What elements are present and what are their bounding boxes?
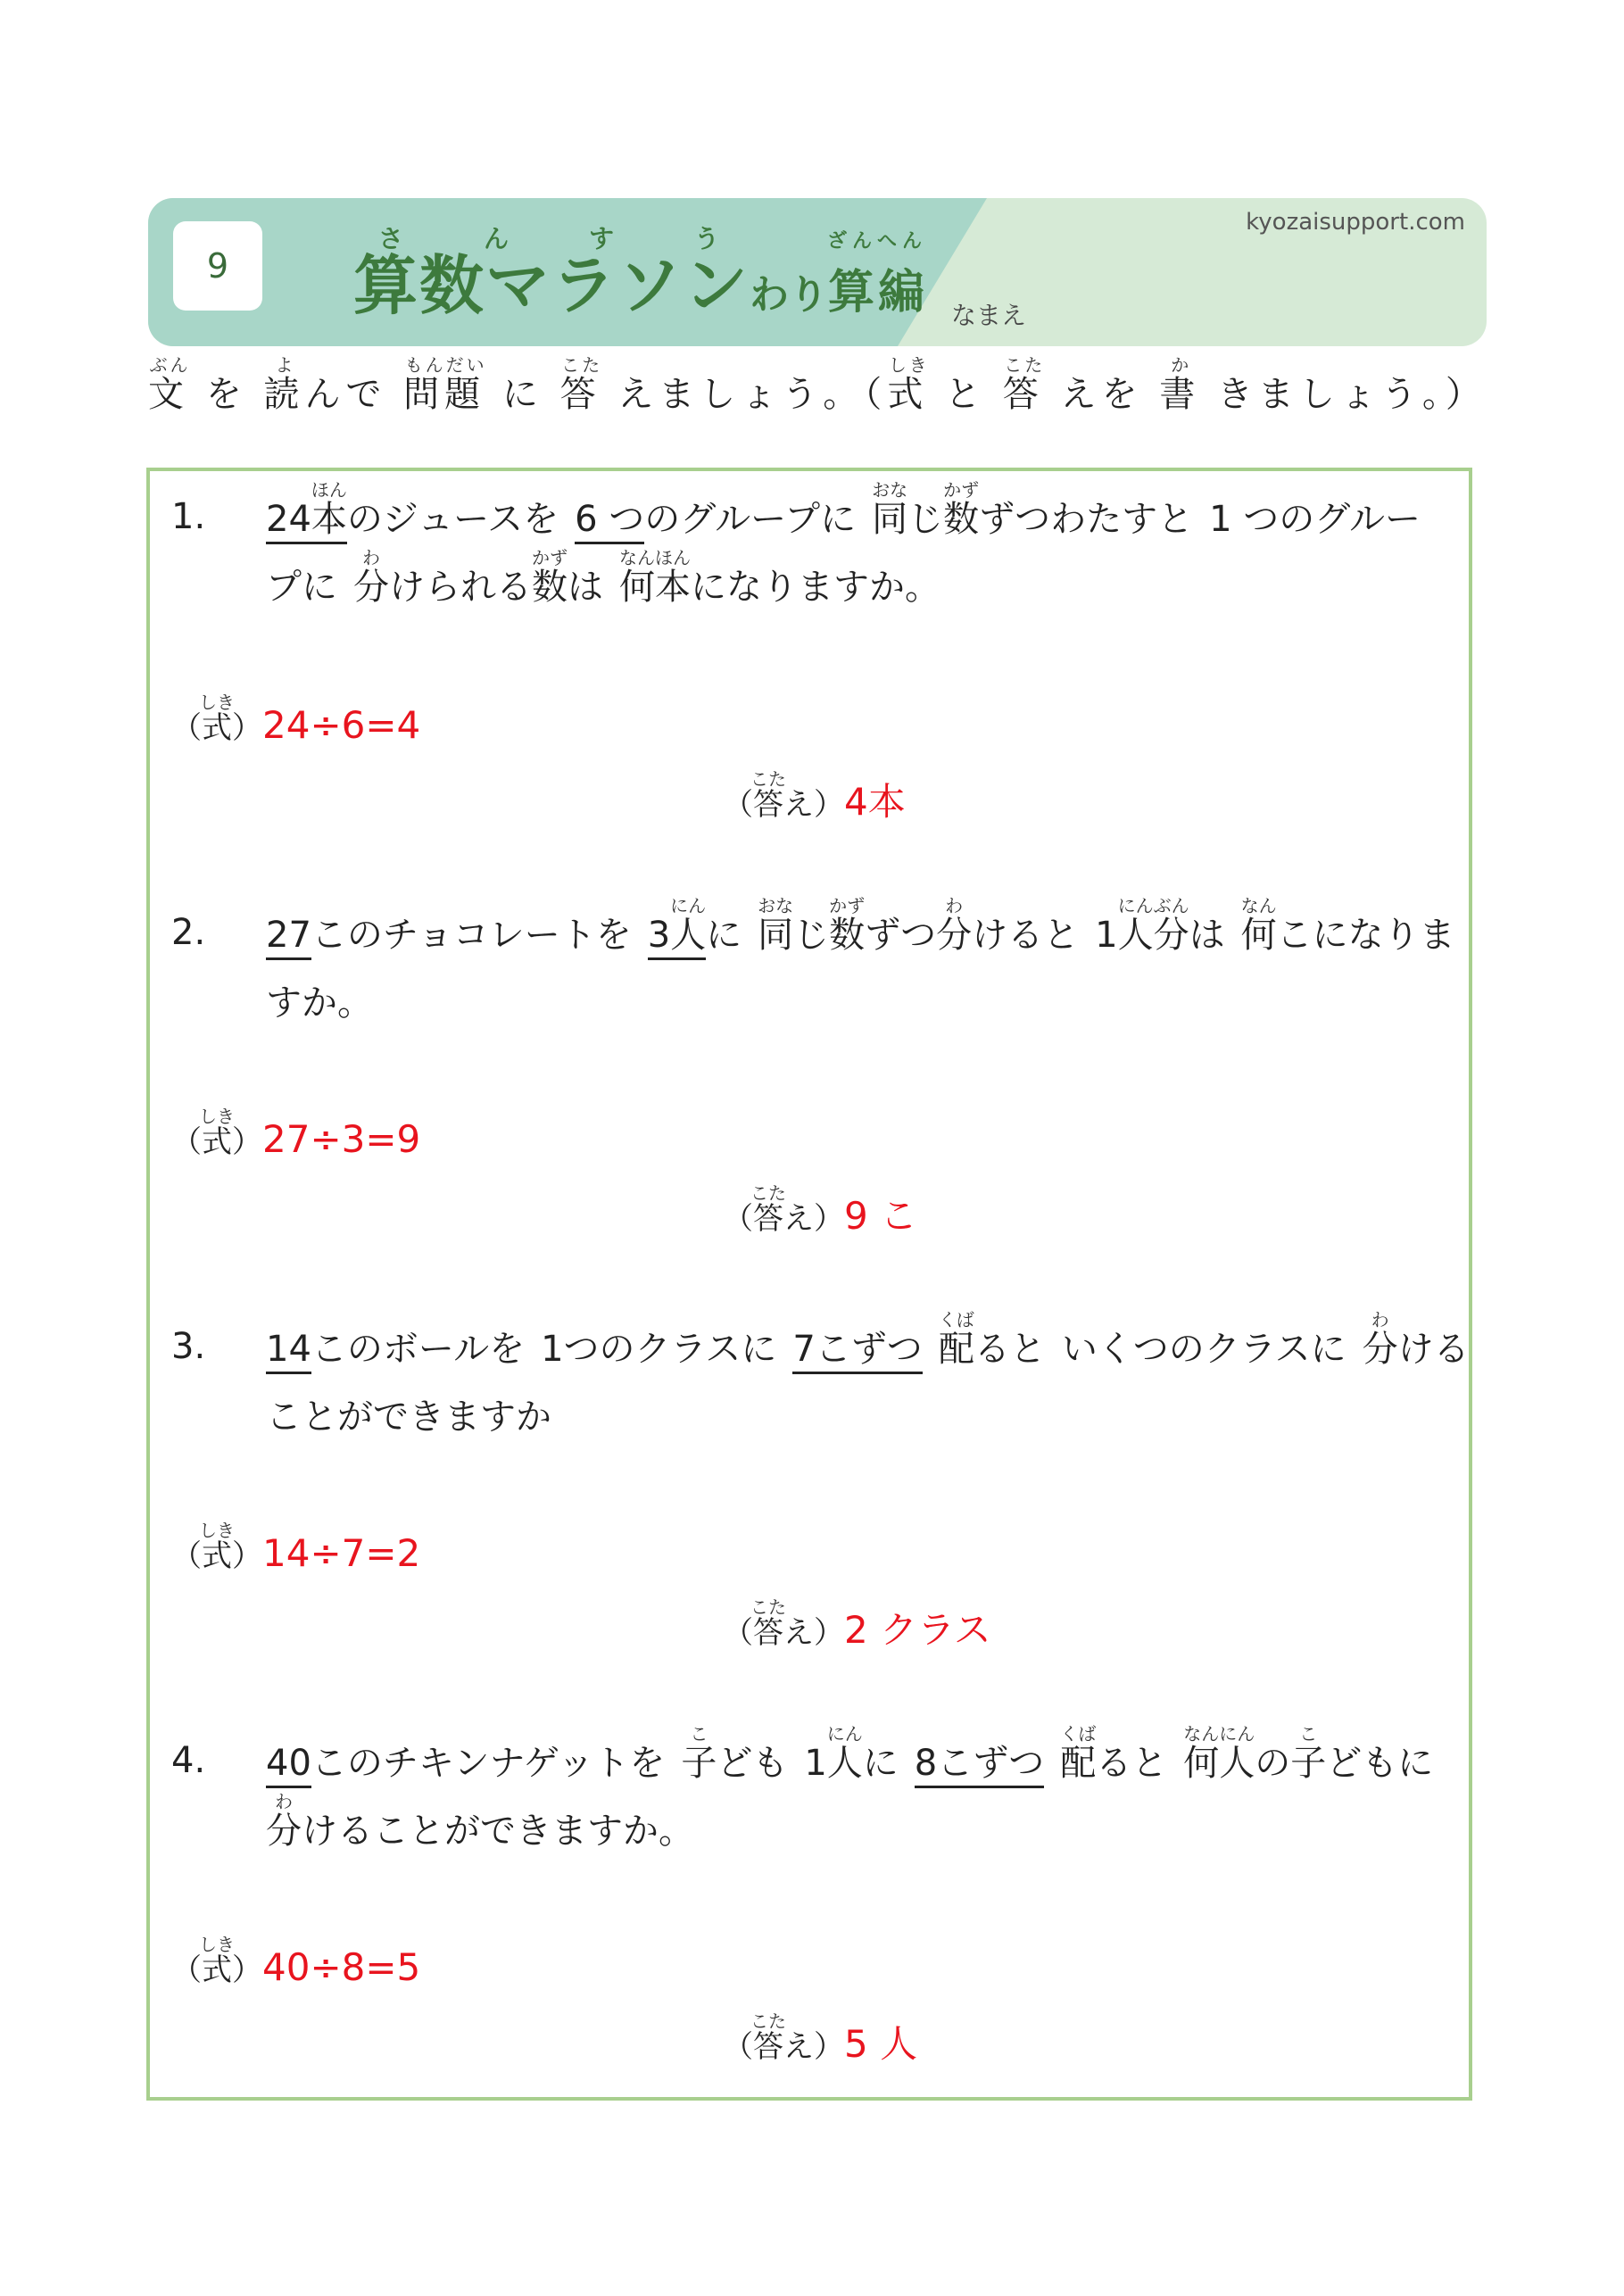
answer-row: （答こたえ）5 人 — [723, 2010, 918, 2066]
question-number: 1. — [171, 496, 206, 537]
formula: 27÷3=9 — [262, 1117, 421, 1161]
question-text: 14このボールを 1つのクラスに 7こずつ 配くばると いくつのクラスに 分わける ことができますか — [266, 1309, 1470, 1438]
question-text: 27このチョコレートを 3人にんに 同おなじ数かずずつ分わけると 1人分にんぶんは 何なんこになりま すか。 — [266, 895, 1455, 1024]
formula: 24÷6=4 — [262, 703, 421, 747]
answer: 9 こ — [844, 1194, 918, 1238]
formula: 14÷7=2 — [262, 1531, 421, 1575]
page-title: 算数マラソンさんすうわり算ざん編へん — [353, 224, 928, 323]
formula-row: （式しき）27÷3=9 — [171, 1106, 421, 1161]
formula-row: （式しき）40÷8=5 — [171, 1934, 421, 1989]
answer: 5 人 — [844, 2022, 918, 2066]
formula: 40÷8=5 — [262, 1945, 421, 1989]
question-text: 40このチキンナゲットを 子こども 1人にんに 8こずつ 配くばると 何人なんにんの子こどもに 分わけることができますか。 — [266, 1723, 1434, 1852]
question-number: 2. — [171, 912, 206, 953]
formula-row: （式しき）14÷7=2 — [171, 1520, 421, 1575]
answer-row: （答こたえ）2 クラス — [723, 1596, 991, 1652]
formula-row: （式しき）24÷6=4 — [171, 692, 421, 747]
question-number: 3. — [171, 1326, 206, 1367]
answer: 4本 — [844, 780, 906, 824]
answer-row: （答こたえ）9 こ — [723, 1182, 918, 1238]
question-number: 4. — [171, 1740, 206, 1781]
question-text: 24本ほんのジュースを 6 つのグループに 同おなじ数かずずつわたすと 1 つのグルー プに 分わけられる数かずは 何本なんほんになりますか。 — [266, 479, 1421, 608]
sheet-number: 9 — [173, 221, 262, 311]
name-label: なまえ — [951, 301, 1027, 330]
site-url: kyozaisupport.com — [1246, 209, 1465, 236]
worksheet-header — [148, 198, 1487, 346]
instruction: 文ぶん を 読よんで 問題もんだい に 答こた えましょう。（式しき と 答こた えを 書か きましょう。） — [148, 354, 1487, 415]
answer-row: （答こたえ）4本 — [723, 768, 906, 824]
answer: 2 クラス — [844, 1608, 991, 1652]
